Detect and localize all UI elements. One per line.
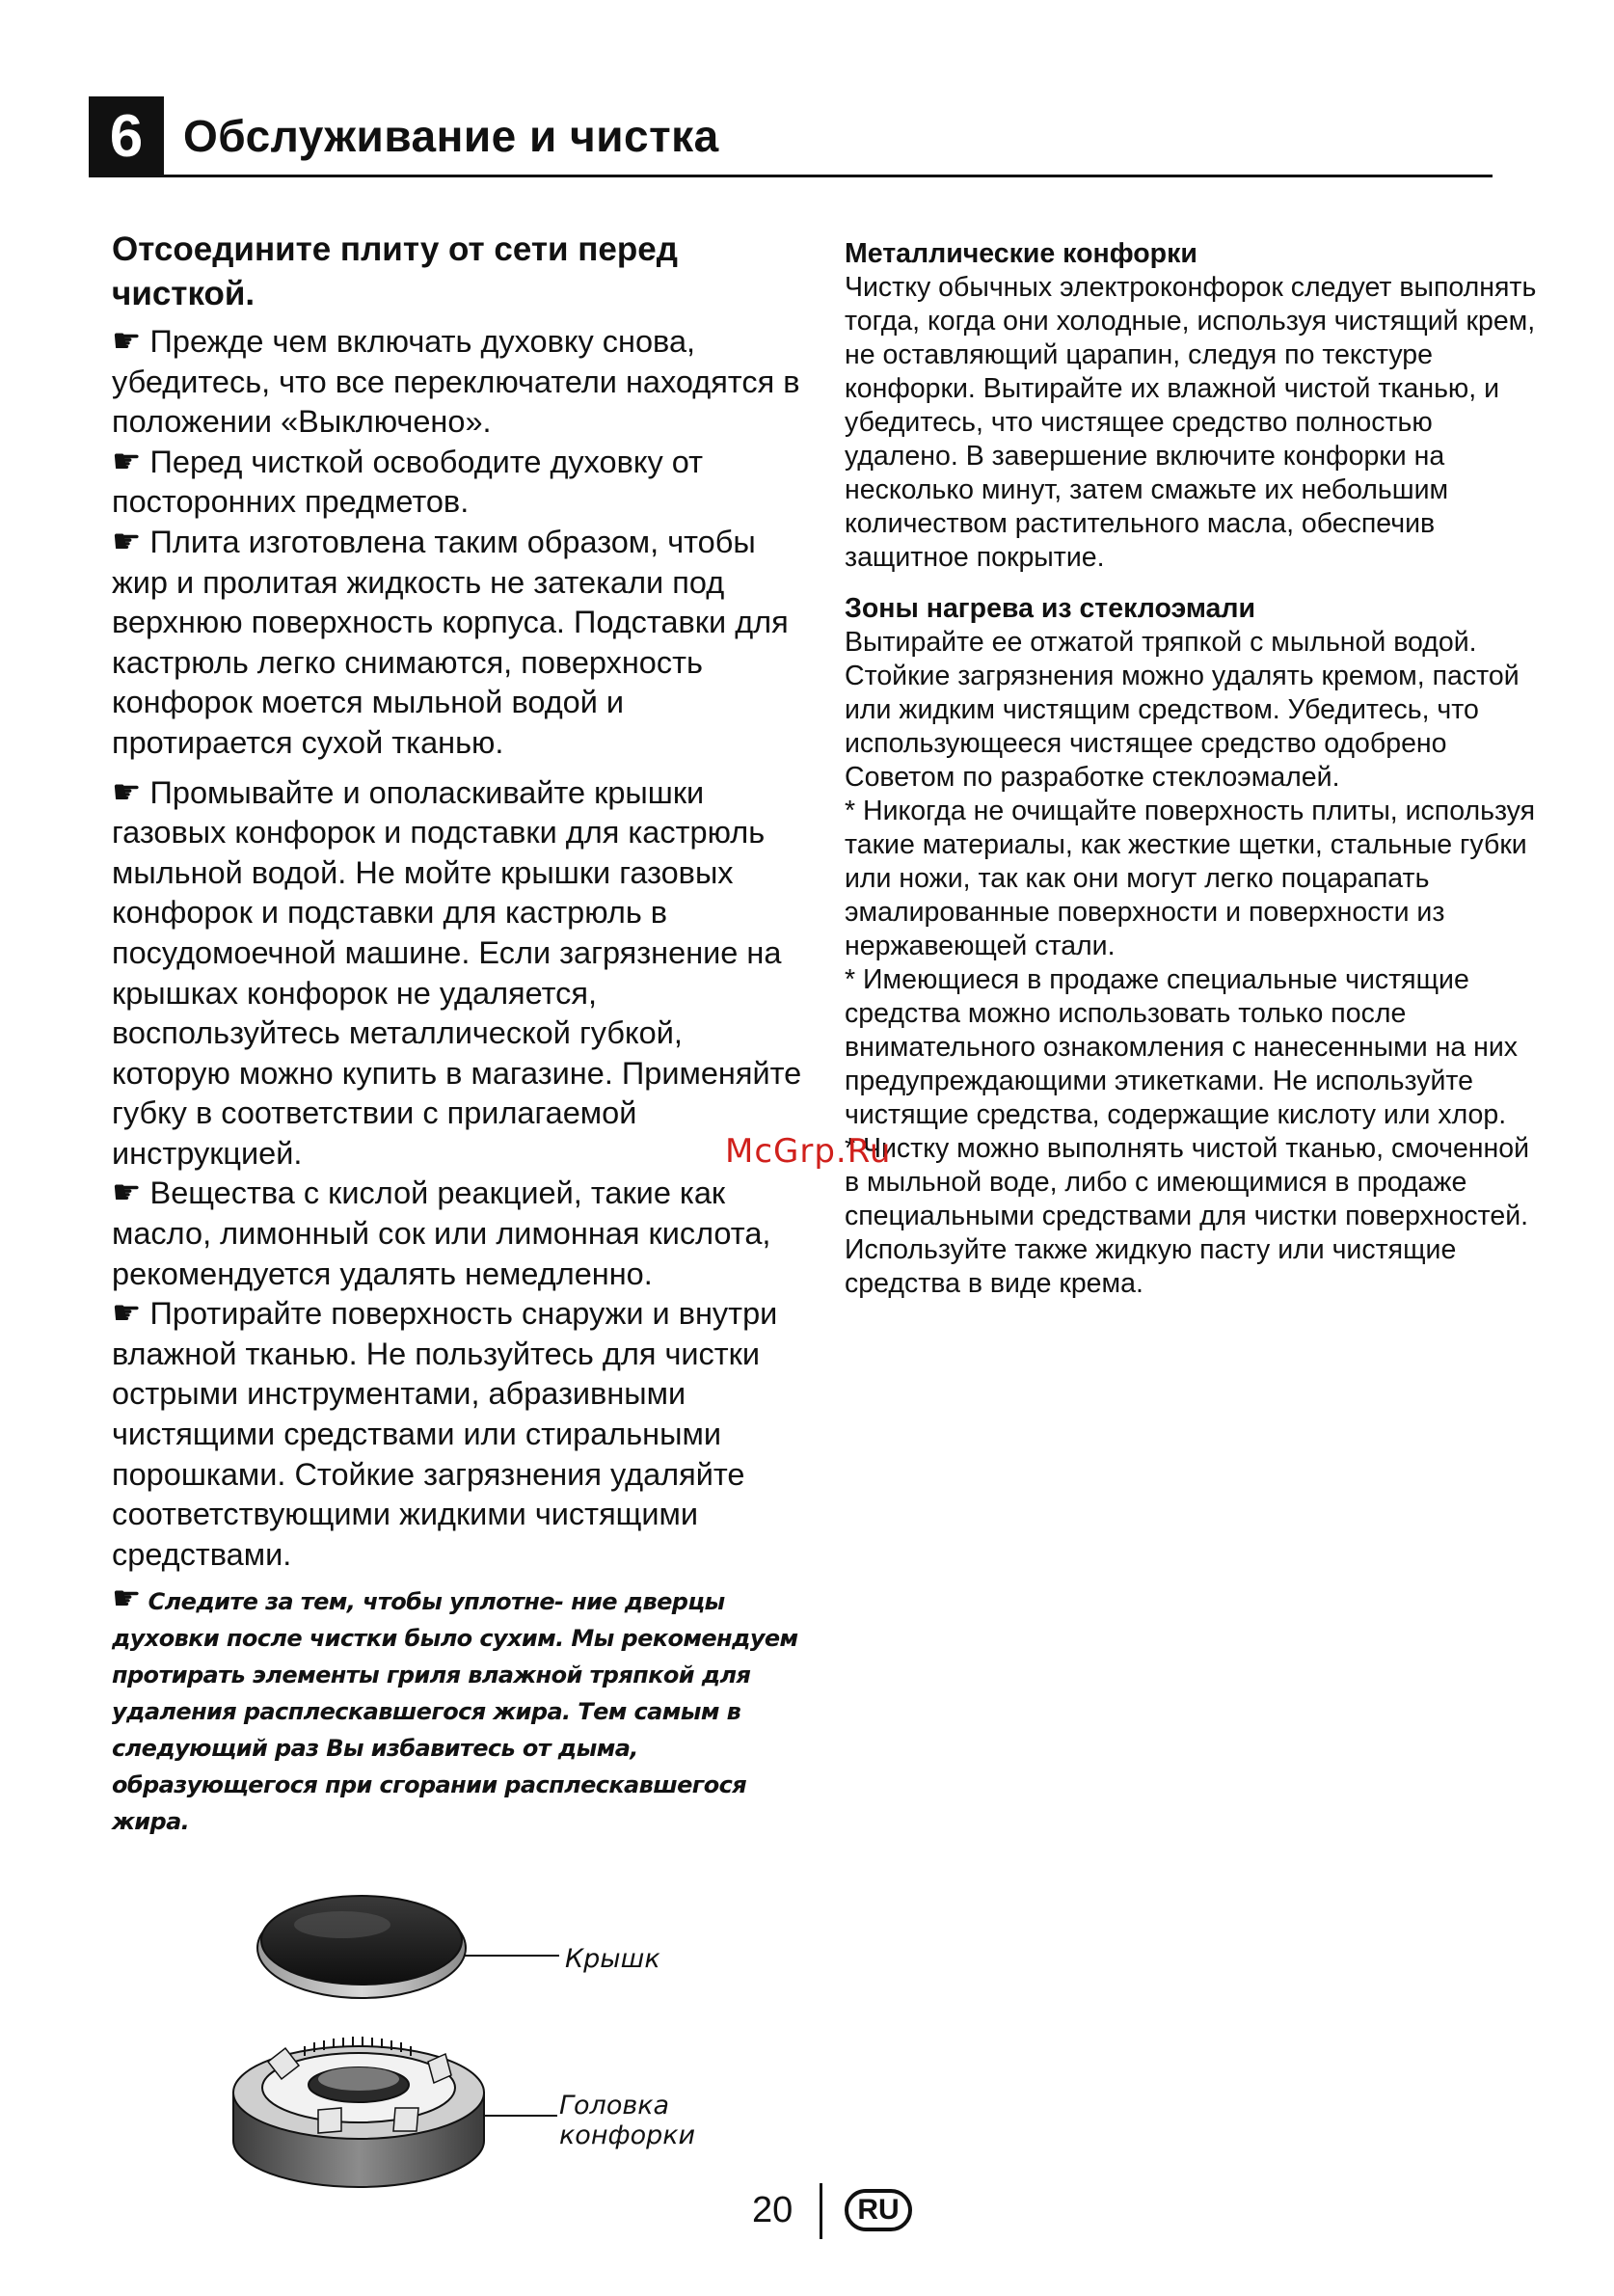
- footer-divider: [820, 2183, 822, 2239]
- note: * Имеющиеся в продаже специальные чистящие средства можно использовать только после внимательного ознакомления с нанесенными на них предупреждающими этикетками. Не используйте чистящие средства, содержащие кислоту или хлор.: [845, 964, 1519, 1130]
- paragraph: ☛ Перед чисткой освободите духовку от посторонних предметов.: [112, 442, 704, 520]
- label-burner-head: Головка конфорки: [559, 2091, 696, 2150]
- chapter-header: [89, 96, 1493, 177]
- pointing-hand-icon: ☛: [112, 1580, 141, 1619]
- label-lid: Крышк: [565, 1944, 660, 1974]
- paragraph: ☛ Прежде чем включать духовку снова, убедитесь, что все переключатели находятся в положении «Выключено».: [112, 322, 800, 440]
- section-title-metal-burners: Металлические конфорки: [845, 238, 1197, 269]
- burner-lid: [257, 1896, 466, 1998]
- right-column: [845, 237, 1539, 1301]
- paragraph: ☛ Плита изготовлена таким образом, чтобы жир и пролитая жидкость не затекали под верхнюю поверхность корпуса. Подставки для кастрюль легко снимаются, поверхность конфорок моется мыльной водой и протирается сухой тканью.: [112, 522, 789, 760]
- language-badge: RU: [845, 2189, 912, 2231]
- pointing-hand-icon: ☛: [112, 1174, 142, 1213]
- burner-illustration: [222, 1890, 742, 2208]
- pointing-hand-icon: ☛: [112, 322, 142, 361]
- page-number: 20: [752, 2190, 794, 2230]
- note: * Чистку можно выполнять чистой тканью, смоченной в мыльной воде, либо с имеющимися в продаже специальными средствами для чистки поверхностей. Используйте также жидкую пасту или чистящие средства в виде крема.: [845, 1133, 1530, 1299]
- paragraph: ☛ Промывайте и ополаскивайте крышки газовых конфорок и подставки для кастрюль мыльной водой. Не мойте крышки газовых конфорок и подставки для кастрюль в посудомоечной машине. Если загрязнение на крышках конфорок не удаляется, воспользуйтесь металлической губкой, которую можно купить в магазине. Применяйте губку в соответствии с прилагаемой инструкцией.: [112, 772, 802, 1171]
- burner-head: [233, 2037, 484, 2187]
- pointing-hand-icon: ☛: [112, 442, 142, 481]
- chapter-number: 6: [89, 96, 164, 177]
- pointing-hand-icon: ☛: [112, 772, 142, 812]
- paragraph: ☛ Протирайте поверхность снаружи и внутри влажной тканью. Не пользуйтесь для чистки острыми инструментами, абразивными чистящими средствами или стиральными порошками. Стойкие загрязнения удаляйте соответствующими жидкими чистящими средствами.: [112, 1294, 778, 1572]
- note: * Никогда не очищайте поверхность плиты, используя такие материалы, как жесткие щетки, стальные губки или ножи, так как они могут легко поцарапать эмалированные поверхности и поверхности из нержавеющей стали.: [845, 796, 1536, 961]
- header-rule: [164, 175, 1493, 177]
- left-column: [112, 228, 806, 1840]
- paragraph: ☛ Вещества с кислой реакцией, такие как масло, лимонный сок или лимонная кислота, рекомендуется удалять немедленно.: [112, 1174, 771, 1291]
- section-text-metal-burners: Чистку обычных электроконфорок следует выполнять тогда, когда они холодные, используя чистящий крем, не оставляющий царапин, следуя по текстуре конфорки. Вытирайте их влажной чистой тканью, и убедитесь, что чистящее средство полностью удалено. В завершение включите конфорки на несколько минут, затем смажьте их небольшим количеством растительного масла, обеспечив защитное покрытие.: [845, 272, 1537, 573]
- section-title-glass-enamel: Зоны нагрева из стеклоэмали: [845, 593, 1256, 624]
- section-heading: Отсоедините плиту от сети перед чисткой.: [112, 230, 678, 312]
- chapter-title: Обслуживание и чистка: [183, 111, 719, 161]
- pointing-hand-icon: ☛: [112, 1294, 142, 1334]
- italic-paragraph: ☛ Следите за тем, чтобы уплотне- ние дверцы духовки после чистки было сухим. Мы рекомендуем протирать элементы гриля влажной тряпкой для удаления расплескавшегося жира. Тем самым в следующий раз Вы избавитесь от дыма, образующегося при сгорании расплескавшегося жира.: [112, 1580, 798, 1836]
- pointing-hand-icon: ☛: [112, 522, 142, 561]
- section-text-glass-enamel: Вытирайте ее отжатой тряпкой с мыльной водой. Стойкие загрязнения можно удалять кремом, пастой или жидким чистящим средством. Убедитесь, что использующееся чистящее средство одобрено Советом по разработке стеклоэмалей.: [845, 627, 1520, 793]
- watermark: McGrp.Ru: [725, 1132, 892, 1171]
